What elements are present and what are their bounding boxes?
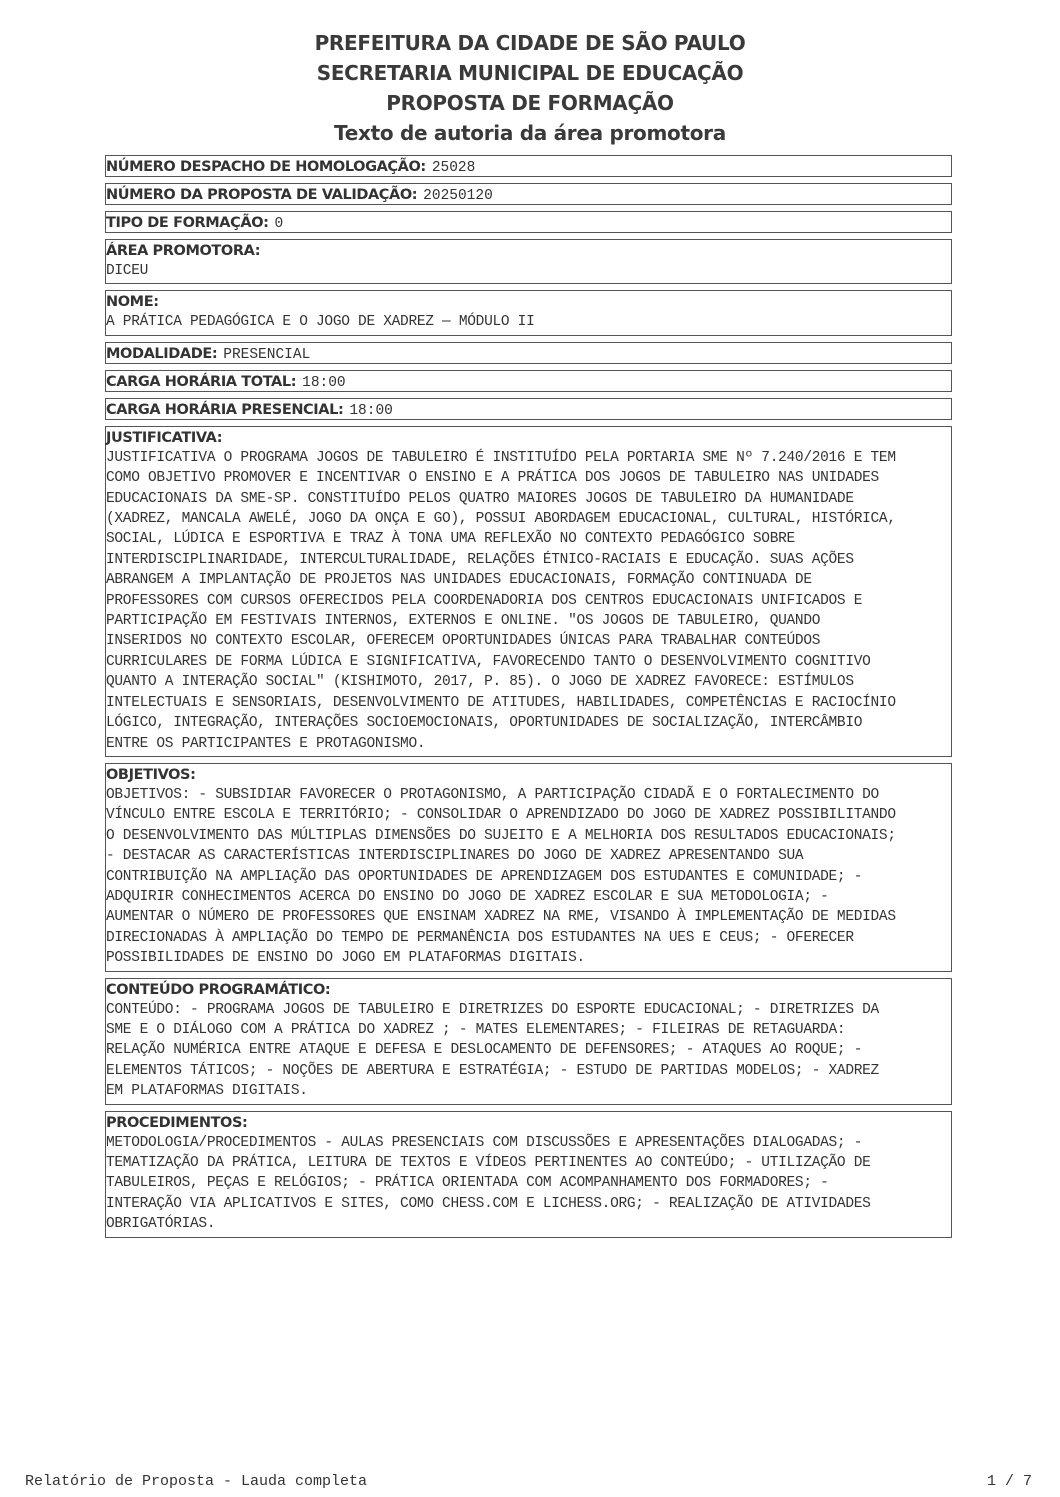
field-value: 20250120 [423, 188, 493, 204]
field-label: JUSTIFICATIVA: [106, 429, 223, 446]
field-value: CONTEÚDO: - PROGRAMA JOGOS DE TABULEIRO E DIRETRIZES DO ESPORTE EDUCACIONAL; - DIRETRIZES DA SME E O DIÁLOGO COM A PRÁTICA DO XADREZ ; - MATES ELEMENTARES; - FILEIRAS DE RETAGUARDA: RELAÇÃO NUMÉRICA ENTRE ATAQUE E DEFESA E DESLOCAMENTO DE DEFENSORES; - ATAQUES AO ROQUE; - ELEMENTOS TÁTICOS; - NOÇÕES DE ABERTURA E ESTRATÉGIA; - ESTUDO DE PARTIDAS MODELOS; - XADREZ EM PLATAFORMAS DIGITAIS. [106, 1001, 879, 1100]
page-number: 1 / 7 [986, 1473, 1032, 1490]
field-label: PROCEDIMENTOS: [106, 1114, 248, 1131]
field-modalidade [105, 342, 952, 364]
field-procedimentos [105, 1111, 952, 1238]
field-value: 18:00 [349, 402, 393, 419]
field-value: OBJETIVOS: - SUBSIDIAR FAVORECER O PROTAGONISMO, A PARTICIPAÇÃO CIDADÃ E O FORTALECIMENTO DO VÍNCULO ENTRE ESCOLA E TERRITÓRIO; - CONSOLIDAR O APRENDIZADO DO JOGO DE XADREZ POSSIBILITANDO O DESENVOLVIMENTO DAS MÚLTIPLAS DIMENSÕES DO SUJEITO E A MELHORIA DOS RESULTADOS EDUCACIONAIS; - DESTACAR AS CARACTERÍSTICAS INTERDISCIPLINARES DO JOGO DE XADREZ APRESENTANDO SUA CONTRIBUIÇÃO NA AMPLIAÇÃO DAS OPORTUNIDADES DE APRENDIZAGEM DOS ESTUDANTES E COMUNIDADE; - ADQUIRIR CONHECIMENTOS ACERCA DO ENSINO DO JOGO DE XADREZ ESCOLAR E SUA METODOLOGIA; - AUMENTAR O NÚMERO DE PROFESSORES QUE ENSINAM XADREZ NA RME, VISANDO À IMPLEMENTAÇÃO DE MEDIDAS DIRECIONADAS À AMPLIAÇÃO DO TEMPO DE PERMANÊNCIA DOS ESTUDANTES NA UES E CEUS; - OFERECER POSSIBILIDADES DE ENSINO DO JOGO EM PLATAFORMAS DIGITAIS. [106, 786, 896, 967]
field-label: NOME: [106, 294, 159, 311]
field-area-promotora [105, 239, 952, 284]
field-label: CARGA HORÁRIA PRESENCIAL: [106, 401, 344, 418]
page-footer [25, 1473, 1032, 1490]
field-nome [105, 290, 952, 335]
footer-report-title: Relatório de Proposta - Lauda completa [25, 1473, 368, 1490]
field-objetivos [105, 763, 952, 972]
form-fields [105, 155, 952, 1244]
field-carga-horaria-total [105, 370, 952, 392]
field-value: PRESENCIAL [223, 346, 311, 363]
document-header [0, 28, 1060, 148]
field-value: DICEU [106, 263, 149, 279]
field-carga-horaria-presencial [105, 398, 952, 420]
field-despacho [105, 155, 952, 177]
field-label: TIPO DE FORMAÇÃO: [106, 215, 269, 231]
field-label: NÚMERO DESPACHO DE HOMOLOGAÇÃO: [106, 159, 426, 175]
field-value: JUSTIFICATIVA O PROGRAMA JOGOS DE TABULEIRO É INSTITUÍDO PELA PORTARIA SME Nº 7.240/2016 E TEM COMO OBJETIVO PROMOVER E INCENTIVAR O ENSINO E A PRÁTICA DOS JOGOS DE TABULEIRO NAS UNIDADES EDUCACIONAIS DA SME-SP. CONSTITUÍDO PELOS QUATRO MAIORES JOGOS DE TABULEIRO DA HUMANIDADE (XADREZ, MANCALA AWELÉ, JOGO DA ONÇA E GO), POSSUI ABORDAGEM EDUCACIONAL, CULTURAL, HISTÓRICA, SOCIAL, LÚDICA E ESPORTIVA E TRAZ À TONA UMA REFLEXÃO NO CONTEXTO PEDAGÓGICO SOBRE INTERDISCIPLINARIDADE, INTERCULTURALIDADE, RELAÇÕES ÉTNICO-RACIAIS E EDUCAÇÃO. SUAS AÇÕES ABRANGEM A IMPLANTAÇÃO DE PROJETOS NAS UNIDADES EDUCACIONAIS, FORMAÇÃO CONTINUADA DE PROFESSORES COM CURSOS OFERECIDOS PELA COORDENADORIA DOS CENTROS EDUCACIONAIS UNIFICADOS E PARTICIPAÇÃO EM FESTIVAIS INTERNOS, EXTERNOS E ONLINE. "OS JOGOS DE TABULEIRO, QUANDO INSERIDOS NO CONTEXTO ESCOLAR, OFERECEM OPORTUNIDADES ÚNICAS PARA TRABALHAR CONTEÚDOS CURRICULARES DE FORMA LÚDICA E SIGNIFICATIVA, FAVORECENDO TANTO O DESENVOLVIMENTO COGNITIVO QUANTO A INTERAÇÃO SOCIAL" (KISHIMOTO, 2017, P. 85). O JOGO DE XADREZ FAVORECE: ESTÍMULOS INTELECTUAIS E SENSORIAIS, DESENVOLVIMENTO DE ATITUDES, HABILIDADES, COMPETÊNCIAS E RACIOCÍNIO LÓGICO, INTEGRAÇÃO, INTERAÇÕES SOCIOEMOCIONAIS, OPORTUNIDADES DE SOCIALIZAÇÃO, INTERCÂMBIO ENTRE OS PARTICIPANTES E PROTAGONISMO. [106, 449, 896, 752]
header-line-proposta: PROPOSTA DE FORMAÇÃO [386, 91, 674, 115]
field-justificativa [105, 426, 952, 757]
field-value: METODOLOGIA/PROCEDIMENTOS - AULAS PRESENCIAIS COM DISCUSSÕES E APRESENTAÇÕES DIALOGADAS; - TEMATIZAÇÃO DA PRÁTICA, LEITURA DE TEXTOS E VÍDEOS PERTINENTES AO CONTEÚDO; - UTILIZAÇÃO DE TABULEIROS, PEÇAS E RELÓGIOS; - PRÁTICA ORIENTADA COM ACOMPANHAMENTO DOS FORMADORES; - INTERAÇÃO VIA APLICATIVOS E SITES, COMO CHESS.COM E LICHESS.ORG; - REALIZAÇÃO DE ATIVIDADES OBRIGATÓRIAS. [106, 1134, 871, 1233]
field-label: ÁREA PROMOTORA: [106, 243, 261, 259]
field-conteudo-programatico [105, 978, 952, 1105]
field-value: A PRÁTICA PEDAGÓGICA E O JOGO DE XADREZ — MÓDULO II [106, 314, 535, 331]
field-label: CONTEÚDO PROGRAMÁTICO: [106, 981, 331, 998]
field-value: 18:00 [302, 374, 346, 391]
field-value: 25028 [431, 160, 476, 176]
field-label: OBJETIVOS: [106, 766, 196, 783]
field-label: NÚMERO DA PROPOSTA DE VALIDAÇÃO: [106, 187, 418, 203]
field-value: 0 [274, 216, 284, 232]
field-label: MODALIDADE: [106, 345, 218, 362]
header-line-prefeitura: PREFEITURA DA CIDADE DE SÃO PAULO [314, 31, 746, 55]
field-validacao [105, 183, 952, 205]
header-line-autoria: Texto de autoria da área promotora [334, 121, 726, 145]
header-line-secretaria: SECRETARIA MUNICIPAL DE EDUCAÇÃO [316, 61, 744, 85]
field-label: CARGA HORÁRIA TOTAL: [106, 373, 297, 390]
field-tipo [105, 211, 952, 233]
